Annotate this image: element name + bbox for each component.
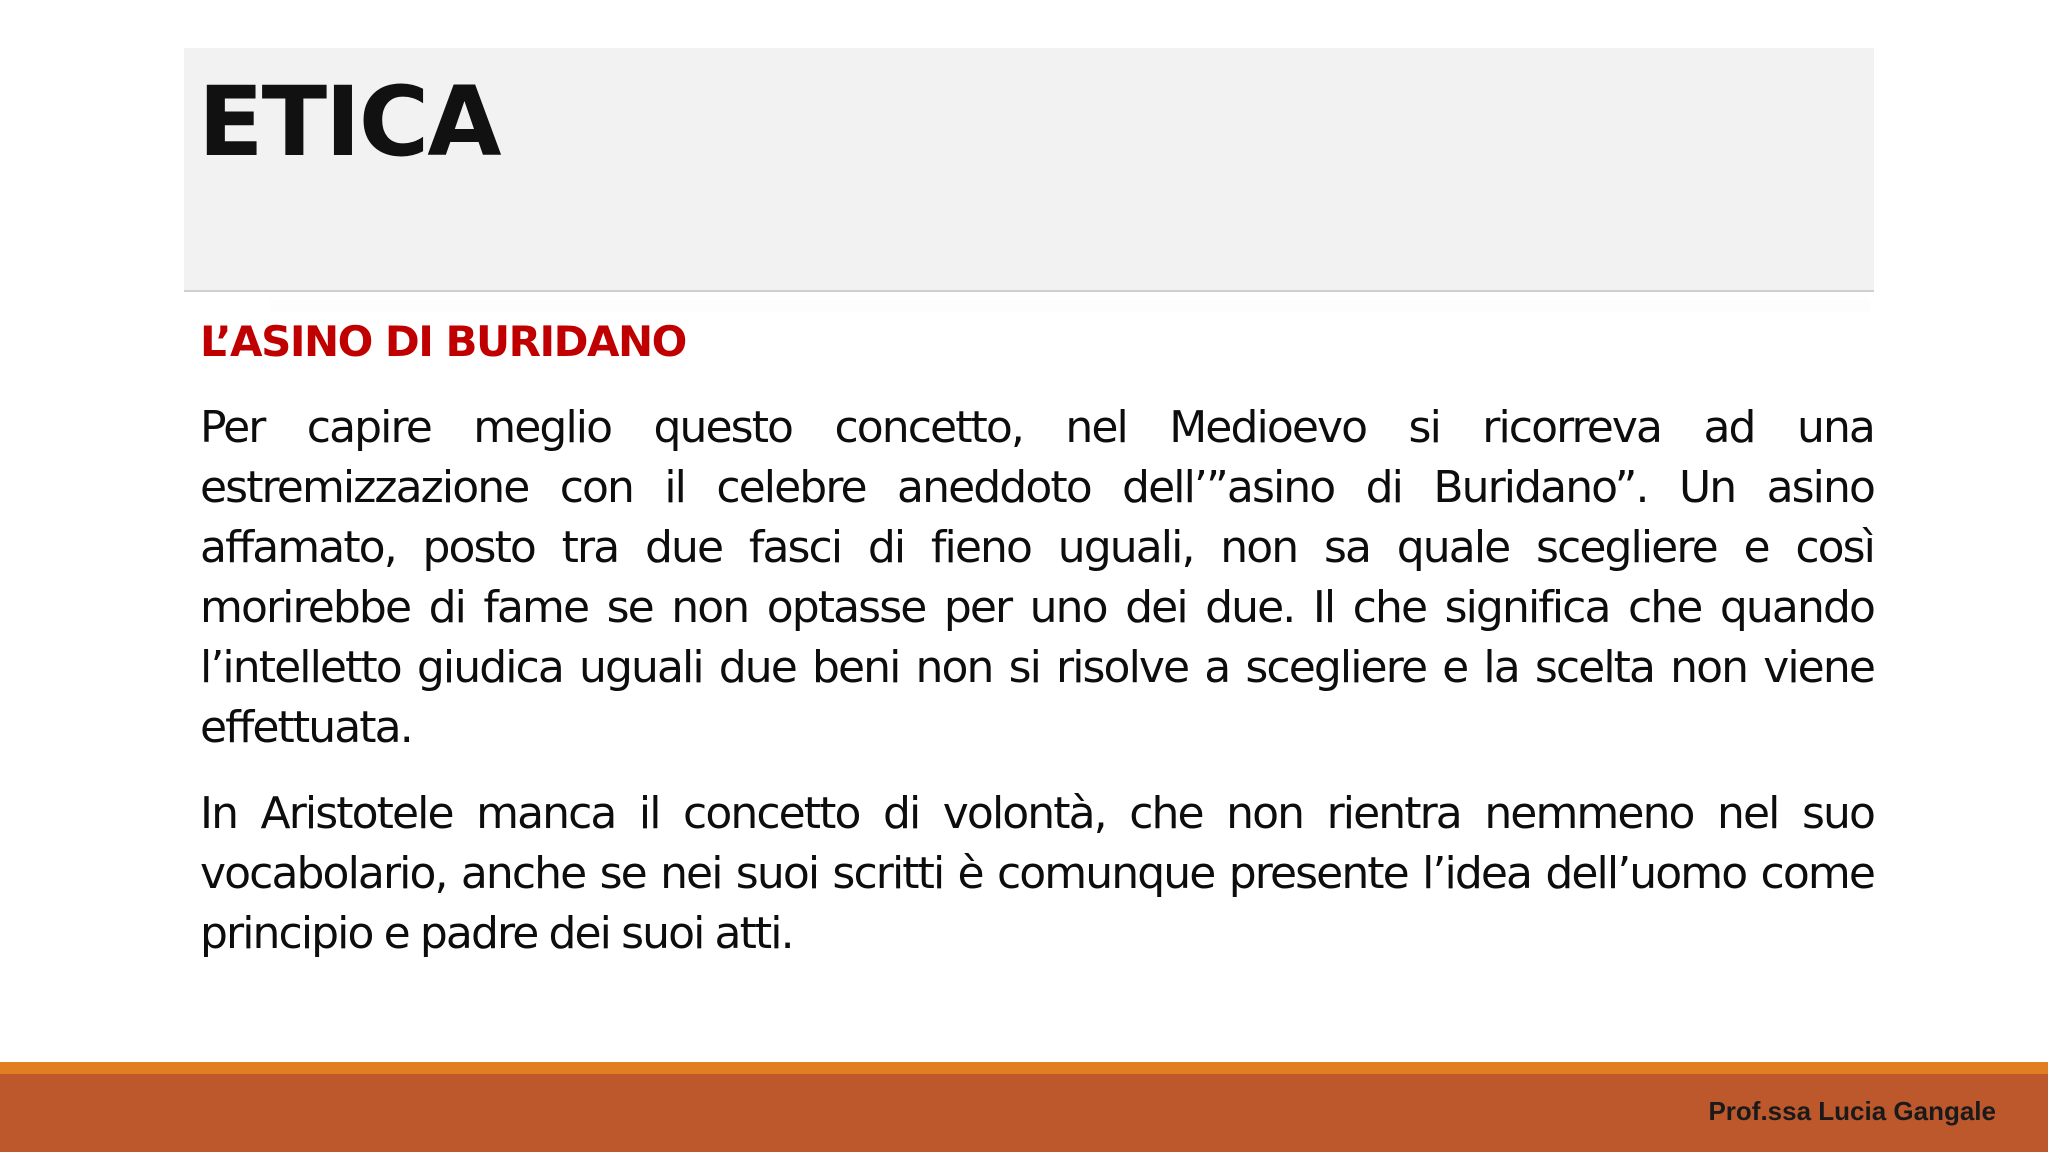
footer-accent-line — [0, 1062, 2048, 1074]
title-band — [184, 48, 1874, 292]
slide-title: ETICA — [198, 66, 500, 178]
paragraph-aristotele: In Aristotele manca il concetto di volontà, che non rientra nemmeno nel suo vocabolario, anche se nei suoi scritti è comunque presente l’idea dell’uomo come principio e padre dei suoi atti. — [200, 788, 1874, 959]
footer-band — [0, 1074, 2048, 1152]
section-heading: L’ASINO DI BURIDANO — [200, 317, 686, 366]
slide-content — [200, 312, 1874, 1062]
author-label: Prof.ssa Lucia Gangale — [1708, 1096, 1996, 1126]
paragraph-buridano: Per capire meglio questo concetto, nel Medioevo si ricorreva ad una estremizzazione con il celebre aneddoto dell’”asino di Buridano”. Un asino affamato, posto tra due fasci di fieno uguali, non sa quale scegliere e così morirebbe di fame se non optasse per uno dei due. Il che significa che quando l’intelletto giudica uguali due beni non si risolve a scegliere e la scelta non viene effettuata. — [200, 402, 1874, 753]
